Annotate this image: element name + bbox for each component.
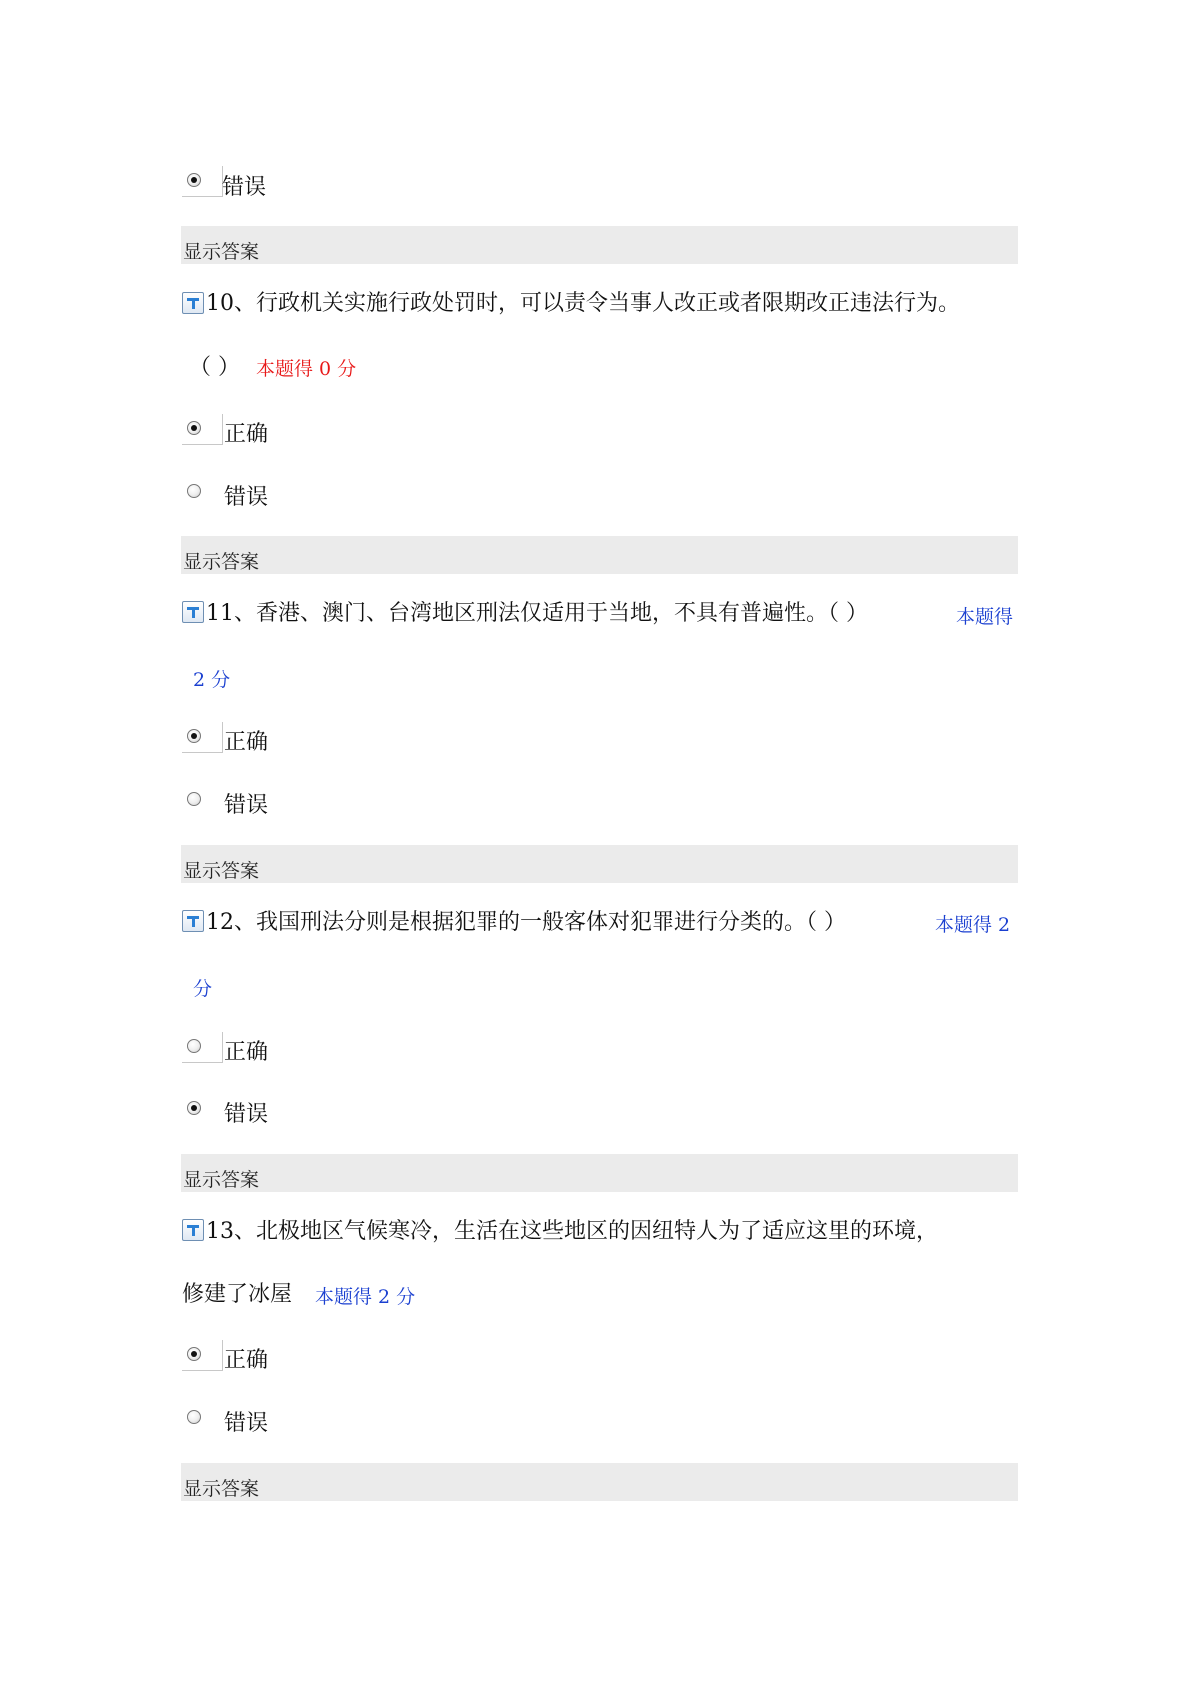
q12-show-answer-label: 显示答案: [183, 1169, 260, 1191]
q12-show-answer-button[interactable]: [181, 1154, 1018, 1192]
q10-label-right: 正确: [224, 422, 269, 447]
q11-focus-outline: [182, 722, 223, 753]
q12-focus-outline: [182, 1032, 223, 1063]
q9-show-answer-label: 显示答案: [183, 241, 260, 263]
q11-label-wrong: 错误: [224, 793, 269, 818]
q10-text-line1: 10、行政机关实施行政处罚时，可以责令当事人改正或者限期改正违法行为。: [206, 291, 960, 316]
q9-focus-outline: [182, 166, 223, 197]
q13-focus-outline: [182, 1340, 223, 1371]
q12-score-part2: 分: [193, 978, 213, 1000]
q13-show-answer-button[interactable]: [181, 1463, 1018, 1501]
q11-radio-wrong[interactable]: [187, 792, 201, 806]
q10-radio-wrong[interactable]: [187, 484, 201, 498]
q10-flag-icon[interactable]: [182, 292, 204, 314]
q12-text-line1: 12、我国刑法分则是根据犯罪的一般客体对犯罪进行分类的。（ ）: [206, 910, 846, 935]
q13-text-line2: 修建了冰屋: [182, 1282, 293, 1307]
q10-text-line2: （ ）: [189, 355, 240, 380]
q11-score-part1: 本题得: [956, 606, 1014, 628]
q11-show-answer-button[interactable]: [181, 845, 1018, 883]
q13-radio-wrong[interactable]: [187, 1410, 201, 1424]
q13-flag-icon[interactable]: [182, 1219, 204, 1241]
q10-show-answer-label: 显示答案: [183, 551, 260, 573]
q12-label-right: 正确: [224, 1040, 269, 1065]
q13-text-line1: 13、北极地区气候寒冷，生活在这些地区的因纽特人为了适应这里的环境，: [206, 1219, 938, 1244]
q11-label-right: 正确: [224, 730, 269, 755]
q10-show-answer-button[interactable]: [181, 536, 1018, 574]
q13-label-wrong: 错误: [224, 1411, 269, 1436]
q12-score-part1: 本题得 2: [935, 914, 1011, 936]
q11-score-part2: 2 分: [193, 669, 231, 691]
q11-show-answer-label: 显示答案: [183, 860, 260, 882]
q13-score: 本题得 2 分: [315, 1286, 416, 1308]
q11-text-line1: 11、香港、澳门、台湾地区刑法仅适用于当地，不具有普遍性。（ ）: [206, 601, 868, 626]
q11-flag-icon[interactable]: [182, 601, 204, 623]
q13-label-right: 正确: [224, 1348, 269, 1373]
q10-score: 本题得 0 分: [256, 358, 357, 380]
q13-show-answer-label: 显示答案: [183, 1478, 260, 1500]
q9-show-answer-button[interactable]: [181, 226, 1018, 264]
q10-label-wrong: 错误: [224, 485, 269, 510]
q10-focus-outline: [182, 414, 223, 445]
q12-radio-wrong[interactable]: [187, 1101, 201, 1115]
q12-label-wrong: 错误: [224, 1102, 269, 1127]
q12-flag-icon[interactable]: [182, 910, 204, 932]
q9-label-wrong: 错误: [222, 175, 267, 200]
